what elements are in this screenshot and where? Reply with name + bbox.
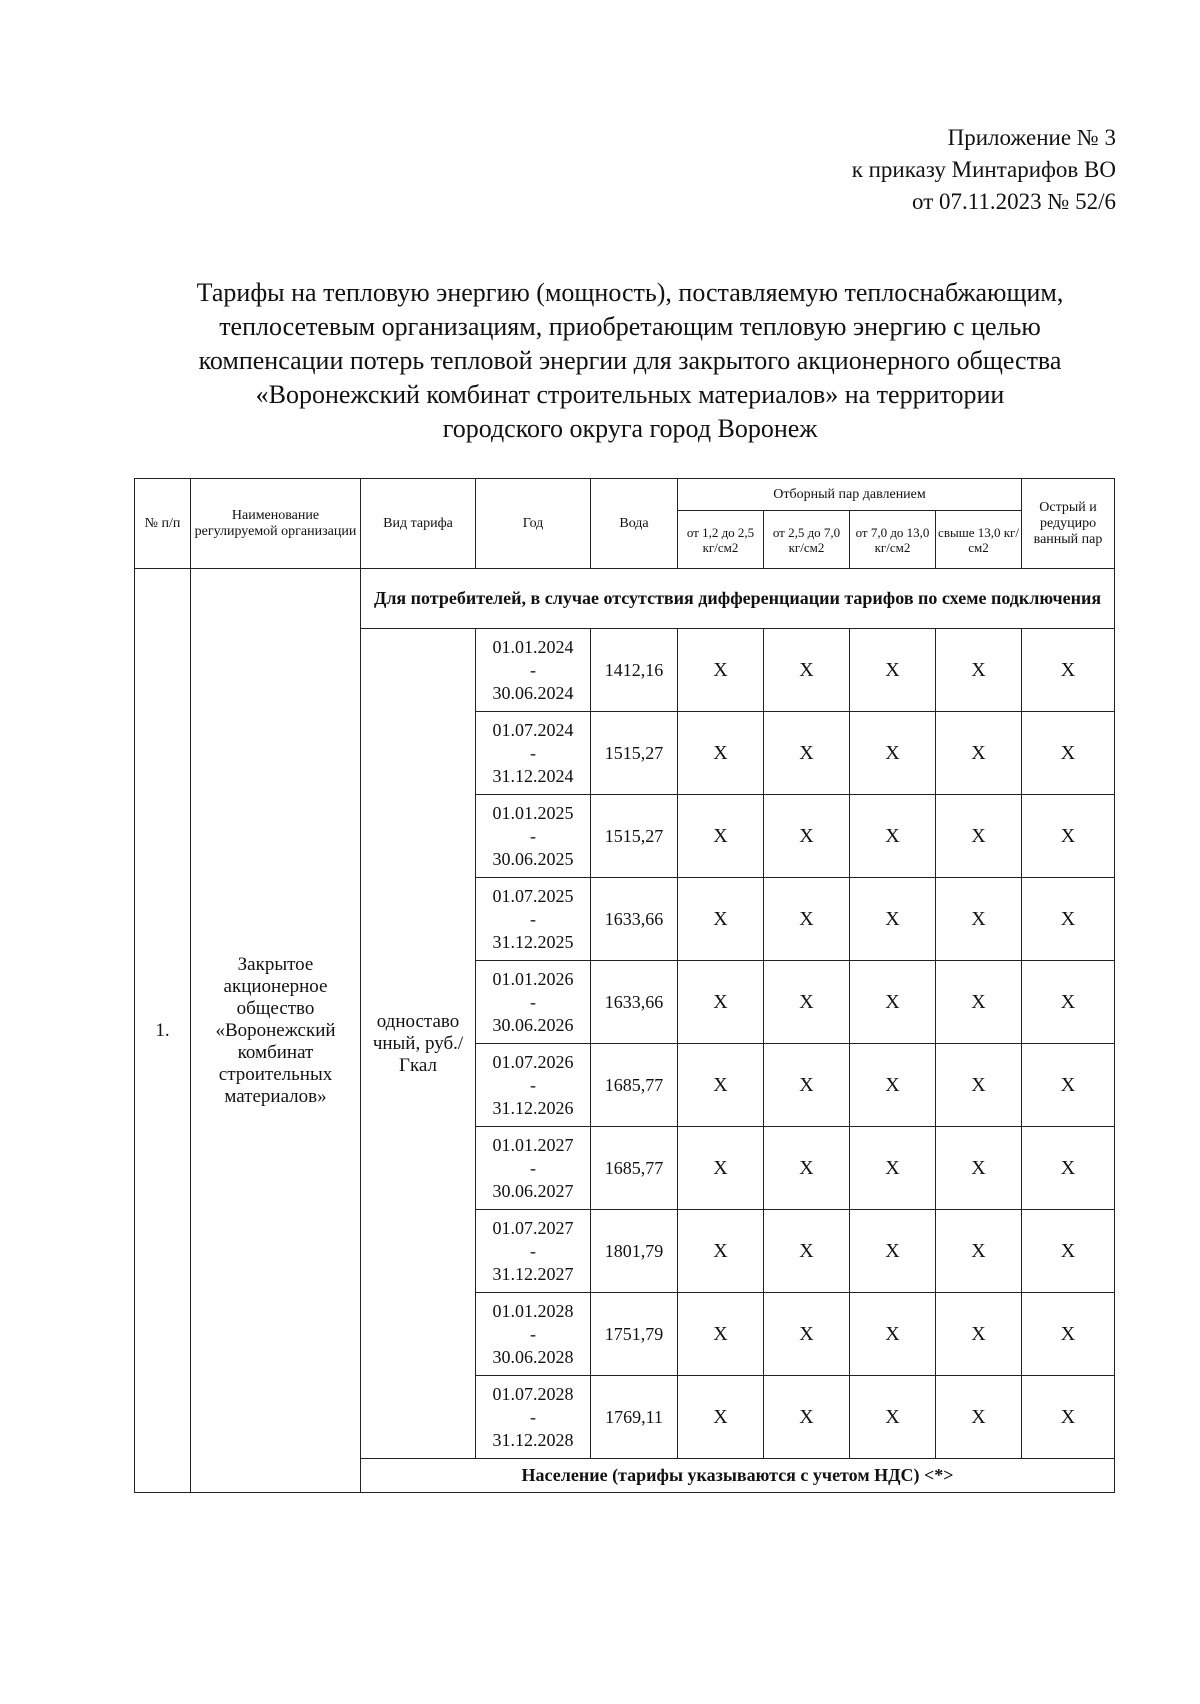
period-to: 31.12.2025 (492, 931, 574, 952)
pressure-3-value: X (850, 1293, 936, 1376)
title-line: теплосетевым организациям, приобретающим тепловую энергию с целью (219, 312, 1041, 341)
sharp-steam-value: X (1022, 1376, 1115, 1459)
water-tariff: 1515,27 (591, 712, 678, 795)
header-pressure-3: от 7,0 до 13,0 кг/см2 (850, 511, 936, 569)
period-cell (476, 1127, 591, 1210)
document-title (130, 276, 1130, 446)
title-line: Тарифы на тепловую энергию (мощность), поставляемую теплоснабжающим, (196, 278, 1064, 307)
sharp-steam-value: X (1022, 1044, 1115, 1127)
pressure-4-value: X (936, 1044, 1022, 1127)
period-cell (476, 1376, 591, 1459)
sharp-steam-value: X (1022, 712, 1115, 795)
sharp-steam-value: X (1022, 961, 1115, 1044)
title-line: «Воронежский комбинат строительных материалов» на территории (255, 380, 1005, 409)
period-to: 31.12.2026 (492, 1097, 574, 1118)
section-no-differentiation: Для потребителей, в случае отсутствия дифференциации тарифов по схеме подключения (361, 569, 1115, 629)
water-tariff: 1515,27 (591, 795, 678, 878)
title-line: компенсации потерь тепловой энергии для закрытого акционерного общества (198, 346, 1062, 375)
section-population: Население (тарифы указываются с учетом НДС) <*> (361, 1459, 1115, 1493)
header-steam-group: Отборный пар давлением (678, 479, 1022, 511)
pressure-2-value: X (764, 1127, 850, 1210)
pressure-3-value: X (850, 1044, 936, 1127)
period-from: 01.07.2028 (492, 1383, 574, 1404)
period-from: 01.01.2027 (492, 1134, 574, 1155)
water-tariff: 1685,77 (591, 1044, 678, 1127)
sharp-steam-value: X (1022, 629, 1115, 712)
appendix-order-date: от 07.11.2023 № 52/6 (912, 189, 1116, 214)
period-cell (476, 1210, 591, 1293)
pressure-4-value: X (936, 878, 1022, 961)
water-tariff: 1633,66 (591, 878, 678, 961)
pressure-2-value: X (764, 1293, 850, 1376)
tariff-table (134, 478, 1115, 1493)
period-dash: - (530, 1157, 536, 1178)
period-dash: - (530, 1323, 536, 1344)
period-to: 30.06.2028 (492, 1346, 574, 1367)
header-water: Вода (591, 479, 678, 569)
pressure-1-value: X (678, 1127, 764, 1210)
pressure-3-value: X (850, 1210, 936, 1293)
water-tariff: 1685,77 (591, 1127, 678, 1210)
period-dash: - (530, 1074, 536, 1095)
pressure-3-value: X (850, 878, 936, 961)
period-to: 31.12.2027 (492, 1263, 574, 1284)
pressure-1-value: X (678, 878, 764, 961)
pressure-1-value: X (678, 1044, 764, 1127)
period-cell (476, 712, 591, 795)
pressure-3-value: X (850, 1376, 936, 1459)
period-from: 01.01.2024 (492, 636, 574, 657)
sharp-steam-value: X (1022, 1127, 1115, 1210)
organization-name: Закрытое акционерное общество «Воронежский комбинат строительных материалов» (191, 569, 361, 1493)
water-tariff: 1801,79 (591, 1210, 678, 1293)
pressure-4-value: X (936, 1127, 1022, 1210)
pressure-2-value: X (764, 1376, 850, 1459)
period-cell (476, 1044, 591, 1127)
period-dash: - (530, 1406, 536, 1427)
pressure-3-value: X (850, 961, 936, 1044)
period-cell (476, 878, 591, 961)
pressure-4-value: X (936, 1376, 1022, 1459)
pressure-1-value: X (678, 1293, 764, 1376)
period-dash: - (530, 991, 536, 1012)
period-to: 30.06.2024 (492, 682, 574, 703)
period-to: 30.06.2027 (492, 1180, 574, 1201)
period-cell (476, 629, 591, 712)
header-pressure-1: от 1,2 до 2,5 кг/см2 (678, 511, 764, 569)
pressure-4-value: X (936, 1293, 1022, 1376)
header-kind: Вид тарифа (361, 479, 476, 569)
pressure-2-value: X (764, 712, 850, 795)
water-tariff: 1751,79 (591, 1293, 678, 1376)
period-dash: - (530, 1240, 536, 1261)
header-sharp-steam: Острый и редуциро ванный пар (1022, 479, 1115, 569)
pressure-3-value: X (850, 712, 936, 795)
period-from: 01.07.2027 (492, 1217, 574, 1238)
header-year: Год (476, 479, 591, 569)
pressure-1-value: X (678, 961, 764, 1044)
tariff-kind: одноставо чный, руб./Гкал (361, 629, 476, 1459)
pressure-4-value: X (936, 795, 1022, 878)
pressure-3-value: X (850, 629, 936, 712)
pressure-4-value: X (936, 961, 1022, 1044)
pressure-2-value: X (764, 1210, 850, 1293)
pressure-4-value: X (936, 712, 1022, 795)
pressure-2-value: X (764, 961, 850, 1044)
sharp-steam-value: X (1022, 1293, 1115, 1376)
period-from: 01.01.2025 (492, 802, 574, 823)
pressure-1-value: X (678, 712, 764, 795)
period-from: 01.01.2026 (492, 968, 574, 989)
period-from: 01.07.2025 (492, 885, 574, 906)
period-cell (476, 1293, 591, 1376)
pressure-4-value: X (936, 1210, 1022, 1293)
pressure-4-value: X (936, 629, 1022, 712)
sharp-steam-value: X (1022, 795, 1115, 878)
header-num: № п/п (135, 479, 191, 569)
period-cell (476, 961, 591, 1044)
period-to: 30.06.2025 (492, 848, 574, 869)
pressure-1-value: X (678, 1376, 764, 1459)
period-cell (476, 795, 591, 878)
water-tariff: 1633,66 (591, 961, 678, 1044)
row-number: 1. (135, 569, 191, 1493)
pressure-1-value: X (678, 795, 764, 878)
pressure-1-value: X (678, 1210, 764, 1293)
sharp-steam-value: X (1022, 1210, 1115, 1293)
period-dash: - (530, 659, 536, 680)
water-tariff: 1412,16 (591, 629, 678, 712)
appendix-number: Приложение № 3 (947, 125, 1116, 150)
appendix-reference (852, 122, 1116, 218)
pressure-1-value: X (678, 629, 764, 712)
water-tariff: 1769,11 (591, 1376, 678, 1459)
pressure-2-value: X (764, 878, 850, 961)
period-from: 01.07.2026 (492, 1051, 574, 1072)
title-line: городского округа город Воронеж (442, 414, 818, 443)
sharp-steam-value: X (1022, 878, 1115, 961)
pressure-3-value: X (850, 1127, 936, 1210)
header-pressure-2: от 2,5 до 7,0 кг/см2 (764, 511, 850, 569)
period-dash: - (530, 908, 536, 929)
header-org: Наименование регулируемой организации (191, 479, 361, 569)
appendix-order-ref: к приказу Минтарифов ВО (851, 157, 1116, 182)
pressure-2-value: X (764, 629, 850, 712)
period-from: 01.07.2024 (492, 719, 574, 740)
period-to: 30.06.2026 (492, 1014, 574, 1035)
period-dash: - (530, 742, 536, 763)
period-to: 31.12.2028 (492, 1429, 574, 1450)
pressure-2-value: X (764, 795, 850, 878)
period-to: 31.12.2024 (492, 765, 574, 786)
header-pressure-4: свыше 13,0 кг/см2 (936, 511, 1022, 569)
pressure-2-value: X (764, 1044, 850, 1127)
pressure-3-value: X (850, 795, 936, 878)
period-dash: - (530, 825, 536, 846)
period-from: 01.01.2028 (492, 1300, 574, 1321)
